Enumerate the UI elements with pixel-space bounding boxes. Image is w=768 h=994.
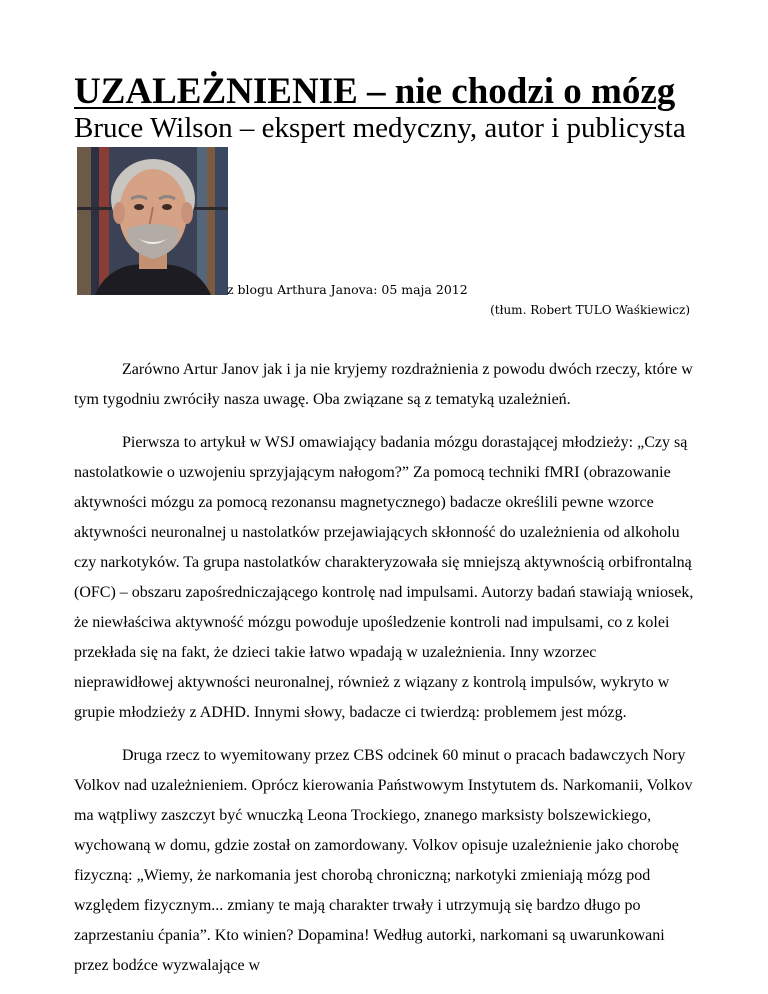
article-body: [74, 355, 696, 994]
translator-credit: (tłum. Robert TULO Waśkiewicz): [490, 303, 690, 317]
source-line: z blogu Arthura Janova: 05 maja 2012: [227, 282, 468, 297]
paragraph: Zarówno Artur Janov jak i ja nie kryjemy rozdrażnienia z powodu dwóch rzeczy, które w tym tygodniu zwróciły nasza uwagę. Oba związane są z tematyką uzależnień.: [74, 361, 693, 408]
document-subtitle: Bruce Wilson – ekspert medyczny, autor i publicysta: [74, 112, 686, 144]
author-photo: [77, 147, 228, 295]
paragraph: Pierwsza to artykuł w WSJ omawiający badania mózgu dorastającej młodzieży: „Czy są nastolatkowie o uzwojeniu sprzyjającym nałogom?” Za pomocą techniki fMRI (obrazowanie aktywności mózgu za pomocą rezonansu magnetycznego) badacze określili pewne wzorce aktywności neuronalnej u nastolatków przejawiających skłonność do uzależnienia od alkoholu czy narkotyków. Ta grupa nastolatków charakteryzowała się mniejszą aktywnością orbifrontalną (OFC) – obszaru zapośredniczającego kontrolę nad impulsami. Autorzy badań stawiają wniosek, że niewłaściwa aktywność mózgu powoduje upośledzenie kontroli nad impulsami, co z kolei przekłada się na fakt, że dzieci takie łatwo wpadają w uzależnienia. Inny wzorzec nieprawidłowej aktywności neuronalnej, również z wiązany z kontrolą impulsów, wykryto w grupie młodzieży z ADHD. Innymi słowy, badacze ci twierdzą: problemem jest mózg.: [74, 434, 694, 721]
paragraph: Druga rzecz to wyemitowany przez CBS odcinek 60 minut o pracach badawczych Nory Volkov nad uzależnieniem. Oprócz kierowania Państwowym Instytutem ds. Narkomanii, Volkov ma wątpliwy zaszczyt być wnuczką Leona Trockiego, znanego marksisty bolszewickiego, wychowaną w domu, gdzie został on zamordowany. Volkov opisuje uzależnienie jako chorobę fizyczną: „Wiemy, że narkomania jest chorobą chroniczną; narkotyki zmieniają mózg pod względem fizycznym... zmiany te mają charakter trwały i utrzymują się bardzo długo po zaprzestaniu ćpania”. Kto winien? Dopamina! Według autorki, narkomani są uwarunkowani przez bodźce wyzwalające w: [74, 747, 693, 974]
document-title: UZALEŻNIENIE – nie chodzi o mózg: [74, 71, 676, 112]
